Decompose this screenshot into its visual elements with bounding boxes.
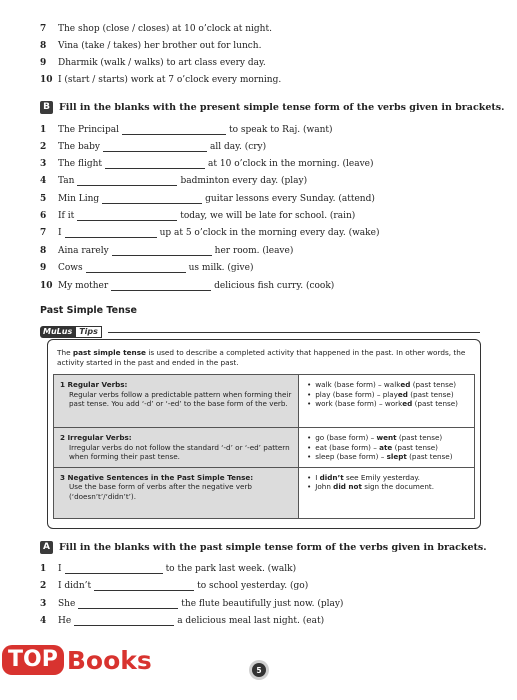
list-item: 4 Tan badminton every day. (play) bbox=[40, 176, 308, 186]
rule-cell: 2 Irregular Verbs: Irregular verbs do not follow the standard ‘-d’ or ‘-ed’ pattern when forming their past tense. bbox=[54, 428, 299, 468]
rule-cell: 3 Negative Sentences in the Past Simple Tense: Use the base form of verbs after the negative verb (‘doesn’t’/‘didn’t’). bbox=[54, 467, 299, 518]
answer-blank[interactable] bbox=[111, 282, 211, 291]
section-a-heading bbox=[40, 541, 487, 554]
answer-blank[interactable] bbox=[102, 195, 202, 204]
tips-divider bbox=[108, 332, 480, 333]
tips-intro: The past simple tense is used to describe a completed activity that happened in the past. In other words, the activity started in the past and ended in the past. bbox=[57, 348, 466, 367]
rule-cell: 1 Regular Verbs: Regular verbs follow a predictable pattern when forming their past tense. You add ‘-d’ or ‘-ed’ to the base form of the verb. bbox=[54, 375, 299, 428]
list-item: 6 If it today, we will be late for school. (rain) bbox=[40, 211, 356, 221]
section-a-badge: A bbox=[40, 541, 53, 554]
answer-blank[interactable] bbox=[103, 143, 207, 152]
table-row bbox=[54, 375, 475, 428]
list-item: 9 Dharmik (walk / walks) to art class every day. bbox=[40, 58, 266, 68]
list-item: 4 He a delicious meal last night. (eat) bbox=[40, 616, 325, 626]
examples-cell: • I didn’t see Emily yesterday. • John did not sign the document. bbox=[299, 467, 475, 518]
list-item: 5 Min Ling guitar lessons every Sunday. (attend) bbox=[40, 194, 375, 204]
topbooks-logo: TOP Books bbox=[2, 645, 152, 675]
answer-blank[interactable] bbox=[86, 264, 186, 273]
examples-cell: • go (base form) – went (past tense) • eat (base form) – ate (past tense) • sleep (base form) – slept (past tense) bbox=[299, 428, 475, 468]
tips-tag-brand: MuLus bbox=[40, 326, 75, 338]
answer-blank[interactable] bbox=[122, 126, 226, 135]
list-item: 7 The shop (close / closes) at 10 o’clock at night. bbox=[40, 24, 272, 34]
table-row bbox=[54, 467, 475, 518]
answer-blank[interactable] bbox=[77, 212, 177, 221]
list-item: 2 I didn’t to school yesterday. (go) bbox=[40, 581, 309, 591]
examples-cell: • walk (base form) – walked (past tense) • play (base form) – played (past tense) • work (base form) – worked (past tense) bbox=[299, 375, 475, 428]
list-item: 1 The Principal to speak to Raj. (want) bbox=[40, 125, 333, 135]
section-a-instruction: Fill in the blanks with the past simple tense form of the verbs given in brackets. bbox=[59, 542, 487, 553]
page-number bbox=[249, 660, 269, 680]
list-item: 8 Aina rarely her room. (leave) bbox=[40, 246, 294, 256]
list-item: 3 She the flute beautifully just now. (play) bbox=[40, 599, 344, 609]
answer-blank[interactable] bbox=[94, 582, 194, 591]
tips-table bbox=[53, 374, 475, 519]
tips-tag-label: Tips bbox=[75, 326, 102, 338]
section-b-badge: B bbox=[40, 101, 53, 114]
tips-tag bbox=[40, 326, 102, 338]
list-item: 8 Vina (take / takes) her brother out for lunch. bbox=[40, 41, 262, 51]
list-item: 2 The baby all day. (cry) bbox=[40, 142, 267, 152]
list-item: 3 The flight at 10 o’clock in the morning. (leave) bbox=[40, 159, 374, 169]
table-row bbox=[54, 428, 475, 468]
page-number-label: 5 bbox=[252, 663, 266, 677]
answer-blank[interactable] bbox=[65, 229, 157, 238]
section-heading: Past Simple Tense bbox=[40, 305, 137, 316]
answer-blank[interactable] bbox=[65, 565, 163, 574]
list-item: 7 I up at 5 o’clock in the morning every day. (wake) bbox=[40, 228, 380, 238]
section-b-instruction: Fill in the blanks with the present simple tense form of the verbs given in brackets. bbox=[59, 102, 505, 113]
list-item: 9 Cows us milk. (give) bbox=[40, 263, 254, 273]
answer-blank[interactable] bbox=[74, 617, 174, 626]
list-item: 10 My mother delicious fish curry. (cook) bbox=[40, 281, 335, 291]
list-item: 10 I (start / starts) work at 7 o’clock every morning. bbox=[40, 75, 282, 85]
answer-blank[interactable] bbox=[112, 247, 212, 256]
answer-blank[interactable] bbox=[77, 177, 177, 186]
section-b-heading bbox=[40, 101, 504, 114]
answer-blank[interactable] bbox=[105, 160, 205, 169]
answer-blank[interactable] bbox=[78, 600, 178, 609]
list-item: 1 I to the park last week. (walk) bbox=[40, 564, 297, 574]
